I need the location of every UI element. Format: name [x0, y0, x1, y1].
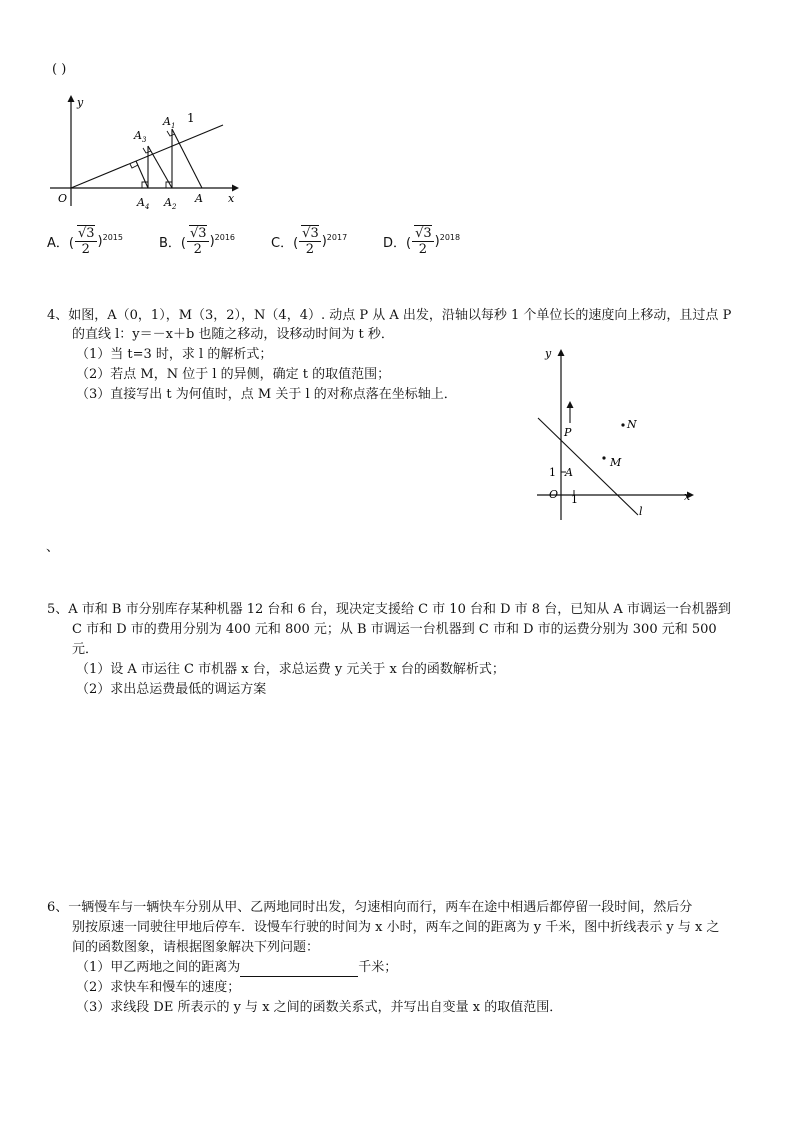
- q4-tick-y-1: 1: [549, 466, 556, 479]
- q4-line2: 的直线 l：y＝－x＋b 也随之移动，设移动时间为 t 秒．: [72, 327, 394, 342]
- q3-A2-label: $A_2$: [164, 196, 177, 211]
- q5-sub2: （2）求出总运费最低的调运方案: [76, 682, 267, 697]
- q4-P-label: P: [564, 426, 572, 439]
- q3-A4-label: $A_4$: [137, 196, 150, 211]
- q3-line-label: 1: [187, 111, 195, 125]
- option-c[interactable]: C．( $\frac{√3}{2}$ ) $^{2017}$: [271, 226, 348, 257]
- q4-sub3: （3）直接写出 t 为何值时，点 M 关于 l 的对称点落在坐标轴上．: [76, 387, 457, 402]
- q4-origin-label: O: [549, 488, 559, 501]
- q4-A-label: A: [565, 466, 573, 479]
- q4-y-label: y: [545, 347, 552, 360]
- q6-line1: 6、一辆慢车与一辆快车分别从甲、乙两地同时出发，匀速相向而行，两车在途中相遇后都停留一段时间，然后分: [47, 900, 693, 915]
- q4-M-label: M: [610, 456, 622, 469]
- q6-sub2: （2）求快车和慢车的速度；: [76, 980, 241, 995]
- q3-y-label: y: [77, 96, 84, 109]
- answer-paren: ( ): [52, 62, 67, 77]
- q6-sub3: （3）求线段 DE 所表示的 y 与 x 之间的函数关系式，并写出自变量 x 的取值范围．: [76, 1000, 563, 1015]
- q3-x-label: x: [228, 192, 235, 205]
- q3-figure: [40, 88, 250, 216]
- q5-line3: 元．: [72, 642, 99, 657]
- q5-sub1: （1）设 A 市运往 C 市机器 x 台，求总运费 y 元关于 x 台的函数解析式；: [76, 662, 505, 677]
- q4-line1: 4、如图，A（0，1），M（3，2），N（4，4）. 动点 P 从 A 出发，沿轴以每秒 1 个单位长的速度向上移动，且过点 P: [47, 308, 732, 323]
- stray-mark: 、: [46, 540, 60, 555]
- q4-N-label: N: [627, 418, 637, 431]
- q4-tick-x-1: 1: [571, 493, 578, 506]
- q6-line3: 间的函数图象，请根据图象解决下列问题：: [72, 940, 320, 955]
- option-a[interactable]: A．( $\frac{√3}{2}$ ) $^{2015}$: [47, 226, 123, 257]
- q5-line1: 5、A 市和 B 市分别库存某种机器 12 台和 6 台，现决定支援给 C 市 10 台和 D 市 8 台，已知从 A 市调运一台机器到: [47, 602, 731, 617]
- answer-blank[interactable]: [240, 963, 358, 977]
- q6-line2: 别按原速一同驶往甲地后停车．设慢车行驶的时间为 x 小时，两车之间的距离为 y 千米，图中折线表示 y 与 x 之: [72, 920, 720, 935]
- q3-A-label: A: [195, 192, 203, 205]
- q3-A1-label: $A_1$: [163, 115, 176, 130]
- q3-origin-label: O: [58, 192, 68, 205]
- q4-l-label: l: [639, 505, 643, 518]
- q3-A3-label: $A_3$: [134, 129, 147, 144]
- q4-figure: [535, 340, 705, 525]
- option-b[interactable]: B．( $\frac{√3}{2}$ ) $^{2016}$: [159, 226, 235, 257]
- q4-sub2: （2）若点 M，N 位于 l 的异侧，确定 t 的取值范围；: [76, 367, 391, 382]
- q4-x-label: x: [684, 490, 691, 503]
- q4-sub1: （1）当 t=3 时，求 l 的解析式；: [76, 347, 273, 362]
- q6-sub1: （1）甲乙两地之间的距离为 千米；: [76, 960, 398, 975]
- option-d[interactable]: D．( $\frac{√3}{2}$ ) $^{2018}$: [383, 226, 461, 257]
- q5-line2: C 市和 D 市的费用分别为 400 元和 800 元；从 B 市调运一台机器到 C 市和 D 市的运费分别为 300 元和 500: [72, 622, 717, 637]
